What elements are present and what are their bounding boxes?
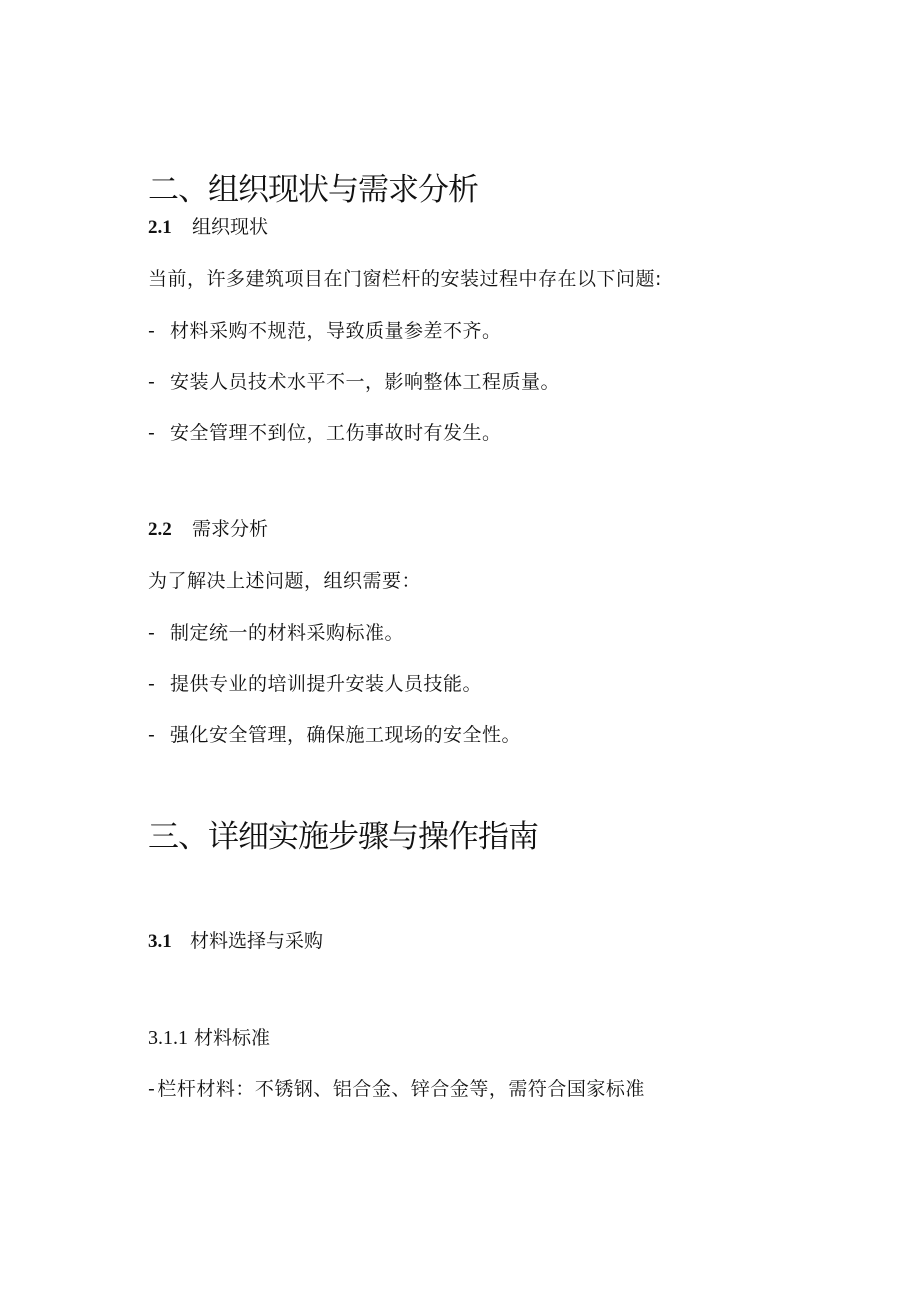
list-marker: - (148, 622, 156, 644)
list-item (148, 318, 502, 344)
list-marker: - (148, 371, 156, 393)
list-item-text: 材料采购不规范，导致质量参差不齐。 (170, 320, 502, 342)
subsection-number: 2.2 (148, 519, 172, 540)
section-2-heading: 二、组织现状与需求分析 (148, 172, 478, 208)
subsection-number: 3.1 (148, 931, 172, 952)
subsubsection-3-1-1-heading (148, 1025, 270, 1051)
list-item-text: 安装人员技术水平不一，影响整体工程质量。 (170, 371, 561, 393)
list-marker: - (148, 1078, 156, 1100)
subsection-title: 材料选择与采购 (190, 930, 324, 952)
list-marker: - (148, 320, 156, 342)
subsection-2-2-heading (148, 516, 268, 543)
list-marker: - (148, 422, 156, 444)
subsection-title: 需求分析 (192, 518, 269, 540)
list-item (148, 369, 560, 395)
list-item-text: 制定统一的材料采购标准。 (170, 622, 405, 644)
subsection-3-1-heading (148, 928, 323, 955)
list-item-text: 栏杆材料：不锈钢、铝合金、锌合金等，需符合国家标准 (157, 1078, 645, 1100)
list-marker: - (148, 724, 156, 746)
subsection-2-1-heading (148, 214, 268, 241)
subsection-title: 组织现状 (192, 216, 269, 238)
paragraph-2-1-intro: 当前，许多建筑项目在门窗栏杆的安装过程中存在以下问题: (148, 268, 662, 290)
list-item-text: 强化安全管理，确保施工现场的安全性。 (170, 724, 522, 746)
list-item (148, 1076, 645, 1102)
paragraph-2-2-intro: 为了解决上述问题，组织需要： (148, 570, 422, 592)
list-item (148, 620, 404, 646)
list-item-text: 安全管理不到位，工伤事故时有发生。 (170, 422, 502, 444)
subsection-number: 2.1 (148, 217, 172, 238)
subsubsection-title: 材料标准 (194, 1027, 271, 1049)
section-3-heading: 三、详细实施步骤与操作指南 (148, 819, 538, 855)
list-item (148, 420, 502, 446)
list-item-text: 提供专业的培训提升安装人员技能。 (170, 673, 483, 695)
list-marker: - (148, 673, 156, 695)
list-item (148, 722, 521, 748)
subsubsection-number: 3.1.1 (148, 1027, 188, 1049)
list-item (148, 671, 482, 697)
